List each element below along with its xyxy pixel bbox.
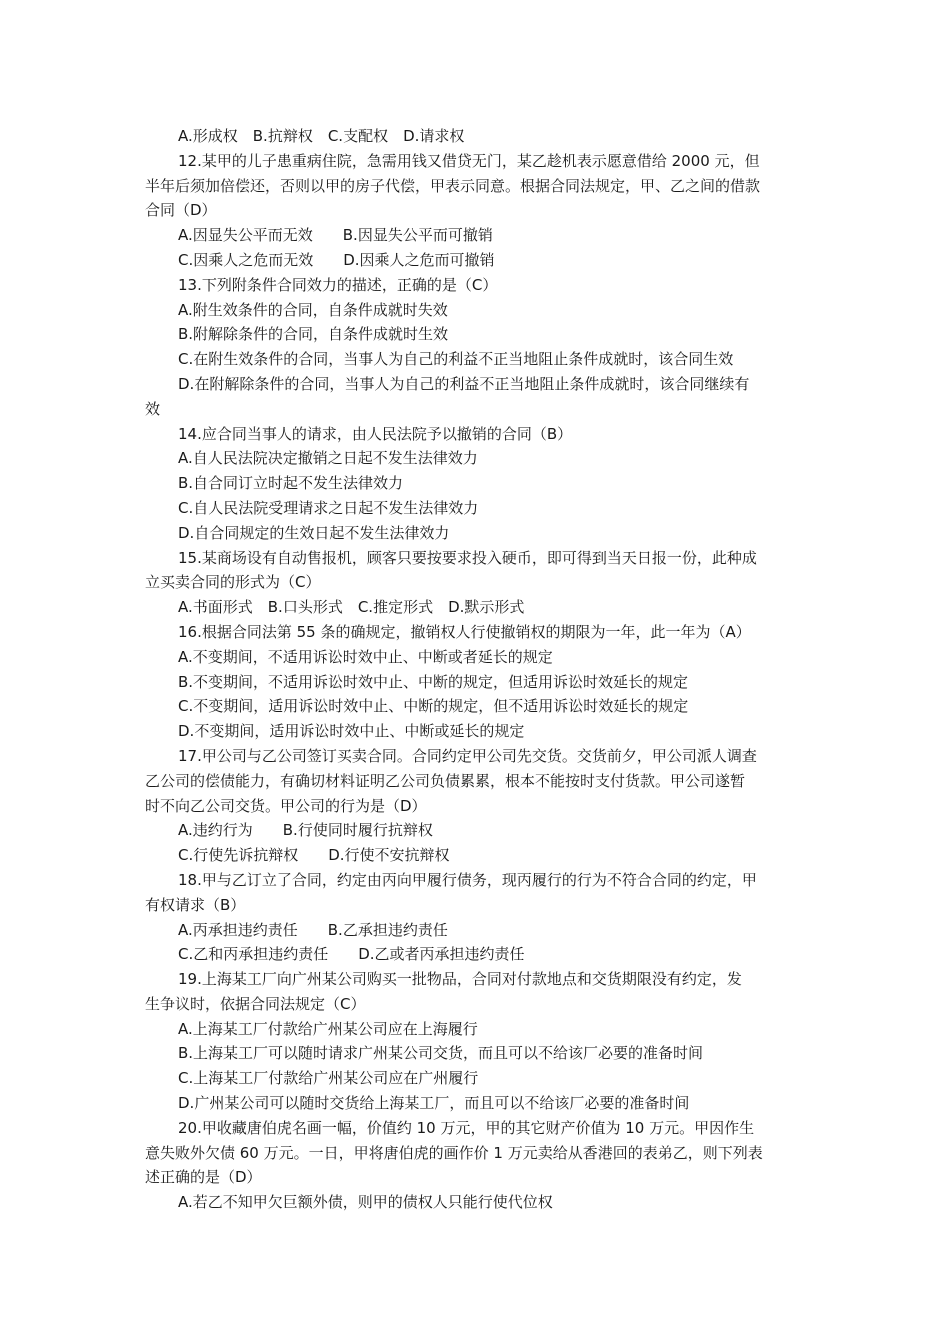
text-line: C.上海某工厂付款给广州某公司应在广州履行 [178, 1069, 479, 1088]
text-line: B.上海某工厂可以随时请求广州某公司交货，而且可以不给该厂必要的准备时间 [178, 1044, 704, 1063]
text-line: A.若乙不知甲欠巨额外债，则甲的债权人只能行使代位权 [178, 1193, 553, 1212]
text-line: B.自合同订立时起不发生法律效力 [178, 474, 404, 493]
text-line: 乙公司的偿债能力，有确切材料证明乙公司负债累累，根本不能按时支付货款。甲公司遂暂 [145, 771, 746, 790]
text-line: 12.某甲的儿子患重病住院，急需用钱又借贷无门，某乙趁机表示愿意借给 2000 元，但 [178, 151, 760, 170]
text-line: A.不变期间，不适用诉讼时效中止、中断或者延长的规定 [178, 647, 553, 666]
text-line: 效 [145, 399, 161, 418]
text-line: 18.甲与乙订立了合同，约定由丙向甲履行债务，现丙履行的行为不符合合同的约定，甲 [178, 870, 757, 889]
text-line: C.行使先诉抗辩权 D.行使不安抗辩权 [178, 846, 450, 865]
text-line: C.自人民法院受理请求之日起不发生法律效力 [178, 498, 479, 517]
text-line: 13.下列附条件合同效力的描述，正确的是（C） [178, 275, 498, 294]
text-line: C.不变期间，适用诉讼时效中止、中断的规定，但不适用诉讼时效延长的规定 [178, 697, 689, 716]
text-line: C.因乘人之危而无效 D.因乘人之危而可撤销 [178, 250, 495, 269]
text-line: C.乙和丙承担违约责任 D.乙或者丙承担违约责任 [178, 945, 525, 964]
text-line: 半年后须加倍偿还，否则以甲的房子代偿，甲表示同意。根据合同法规定，甲、乙之间的借款 [145, 176, 761, 195]
text-line: 立买卖合同的形式为（C） [145, 573, 321, 592]
text-line: A.丙承担违约责任 B.乙承担违约责任 [178, 920, 448, 939]
text-line: B.不变期间，不适用诉讼时效中止、中断的规定，但适用诉讼时效延长的规定 [178, 672, 689, 691]
text-line: D.广州某公司可以随时交货给上海某工厂，而且可以不给该厂必要的准备时间 [178, 1094, 690, 1113]
text-line: 14.应合同当事人的请求，由人民法院予以撤销的合同（B） [178, 424, 573, 443]
text-line: 述正确的是（D） [145, 1168, 262, 1187]
text-line: 15.某商场设有自动售报机，顾客只要按要求投入硬币，即可得到当天日报一份，此种成 [178, 548, 757, 567]
text-line: 16.根据合同法第 55 条的确规定，撤销权人行使撤销权的期限为一年，此一年为（A） [178, 622, 751, 641]
text-line: A.上海某工厂付款给广州某公司应在上海履行 [178, 1019, 478, 1038]
text-line: C.在附生效条件的合同，当事人为自己的利益不正当地阻止条件成就时，该合同生效 [178, 350, 734, 369]
text-line: A.因显失公平而无效 B.因显失公平而可撤销 [178, 226, 493, 245]
text-line: A.形成权 B.抗辩权 C.支配权 D.请求权 [178, 127, 465, 145]
text-line: 20.甲收藏唐伯虎名画一幅，价值约 10 万元，甲的其它财产价值为 10 万元。甲因作生 [178, 1118, 755, 1137]
text-line: A.附生效条件的合同，自条件成就时失效 [178, 300, 448, 319]
document-body [145, 124, 810, 1215]
text-line: A.违约行为 B.行使同时履行抗辩权 [178, 821, 433, 840]
text-line: 19.上海某工厂向广州某公司购买一批物品，合同对付款地点和交货期限没有约定，发 [178, 970, 742, 989]
text-line: 生争议时，依据合同法规定（C） [145, 994, 366, 1013]
text-line: D.不变期间，适用诉讼时效中止、中断或延长的规定 [178, 722, 525, 741]
text-line: B.附解除条件的合同，自条件成就时生效 [178, 325, 449, 344]
text-line: 有权请求（B） [145, 895, 246, 914]
text-line: 17.甲公司与乙公司签订买卖合同。合同约定甲公司先交货。交货前夕，甲公司派人调查 [178, 746, 757, 765]
text-line: 合同（D） [145, 201, 217, 220]
text-line: D.自合同规定的生效日起不发生法律效力 [178, 523, 450, 542]
text-line: 时不向乙公司交货。甲公司的行为是（D） [145, 796, 427, 815]
text-line: A.自人民法院决定撤销之日起不发生法律效力 [178, 449, 478, 468]
text-line: 意失败外欠债 60 万元。一日，甲将唐伯虎的画作价 1 万元卖给从香港回的表弟乙，则下列表 [145, 1143, 763, 1162]
text-line: D.在附解除条件的合同，当事人为自己的利益不正当地阻止条件成就时，该合同继续有 [178, 374, 750, 393]
text-line: A.书面形式 B.口头形式 C.推定形式 D.默示形式 [178, 598, 525, 617]
